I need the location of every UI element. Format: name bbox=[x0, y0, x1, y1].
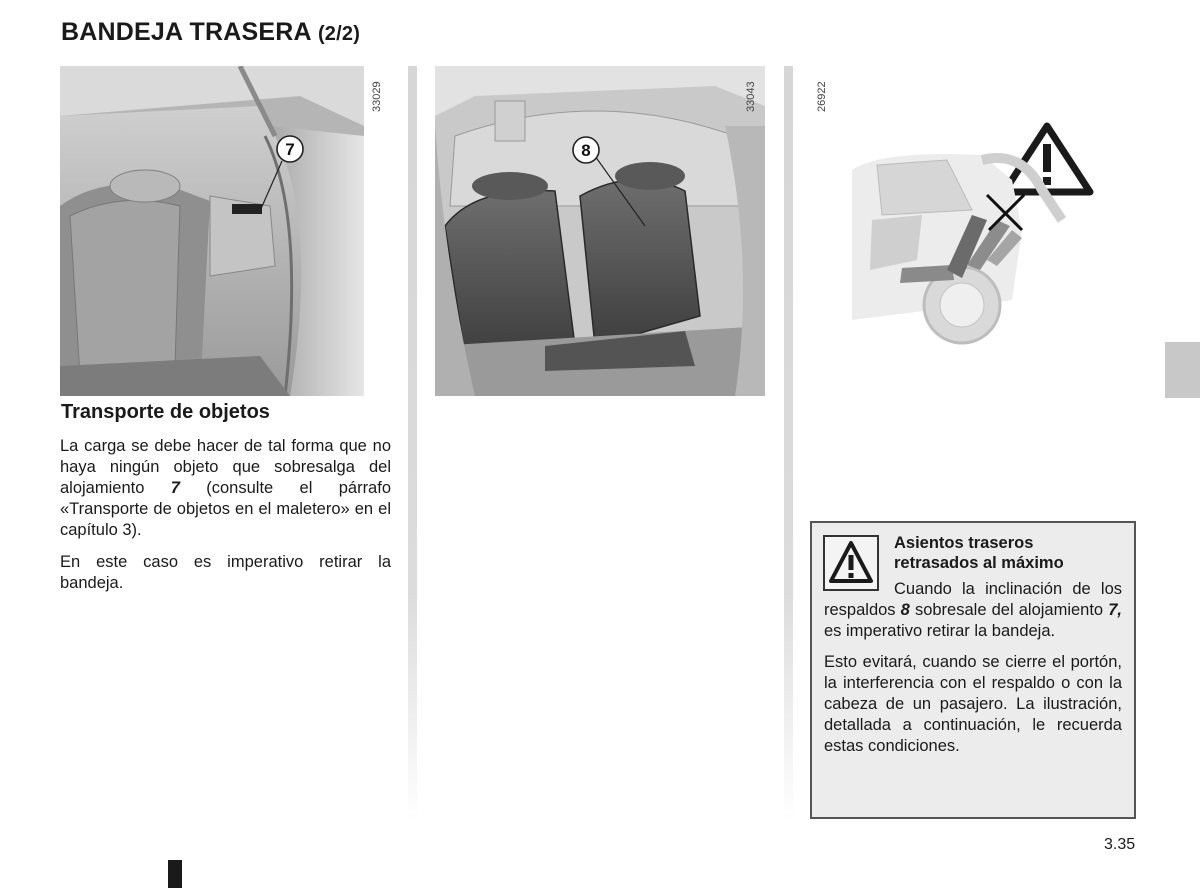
warning-box bbox=[810, 521, 1136, 819]
warning-triangle-icon bbox=[823, 535, 879, 591]
binding-mark bbox=[168, 860, 182, 888]
ref-7-warning: 7, bbox=[1108, 601, 1122, 619]
warning-p1-part-c: es imperativo retirar la bandeja. bbox=[824, 622, 1056, 640]
section-paragraph-1 bbox=[60, 436, 391, 541]
figure-2-code: 33043 bbox=[745, 81, 757, 112]
figure-warning-illustration bbox=[852, 120, 1132, 350]
figure-3-code: 26922 bbox=[816, 81, 828, 112]
warning-heading: Asientos traseros retrasados al máximo bbox=[894, 534, 1064, 572]
page-title-sub: (2/2) bbox=[317, 23, 361, 45]
figure-rear-seats-reclined bbox=[435, 66, 765, 396]
ref-7: 7 bbox=[170, 479, 180, 497]
figure-1-code: 33029 bbox=[371, 81, 383, 112]
callout-8-label: 8 bbox=[581, 141, 591, 160]
figure-trunk-shelf-housing bbox=[60, 66, 364, 396]
warning-paragraph-2: Esto evitará, cuando se cierre el portón, la interferencia con el respaldo o con la cabeza de un pasajero. La ilustración, detallada a continuación, le recuerda estas condiciones. bbox=[824, 653, 1122, 755]
page-number: 3.35 bbox=[1104, 836, 1136, 853]
page-title-text: BANDEJA TRASERA bbox=[61, 18, 311, 46]
callout-7-label: 7 bbox=[285, 140, 295, 159]
page-title bbox=[61, 18, 360, 47]
warning-p1-part-b: sobresale del alojamiento bbox=[909, 601, 1109, 619]
section-p1-part-a: La carga se debe hacer de tal forma que no haya ningún objeto que sobresalga del alojamiento bbox=[60, 437, 391, 497]
callout-8-badge bbox=[571, 135, 601, 165]
section-paragraph-2: En este caso es imperativo retirar la bandeja. bbox=[60, 553, 391, 592]
warning-p1-part-a: Cuando la inclinación de los respaldos bbox=[824, 580, 1122, 619]
callout-7-badge bbox=[275, 134, 305, 164]
section-body bbox=[60, 436, 391, 605]
chapter-thumb-tab bbox=[1165, 342, 1200, 398]
section-p1-part-b: (consulte el párrafo «Transporte de objetos en el maletero» en el capítulo 3). bbox=[60, 479, 391, 539]
column-divider-2 bbox=[784, 66, 793, 821]
section-heading: Transporte de objetos bbox=[61, 401, 270, 423]
ref-8: 8 bbox=[900, 601, 910, 619]
column-divider-1 bbox=[408, 66, 417, 821]
